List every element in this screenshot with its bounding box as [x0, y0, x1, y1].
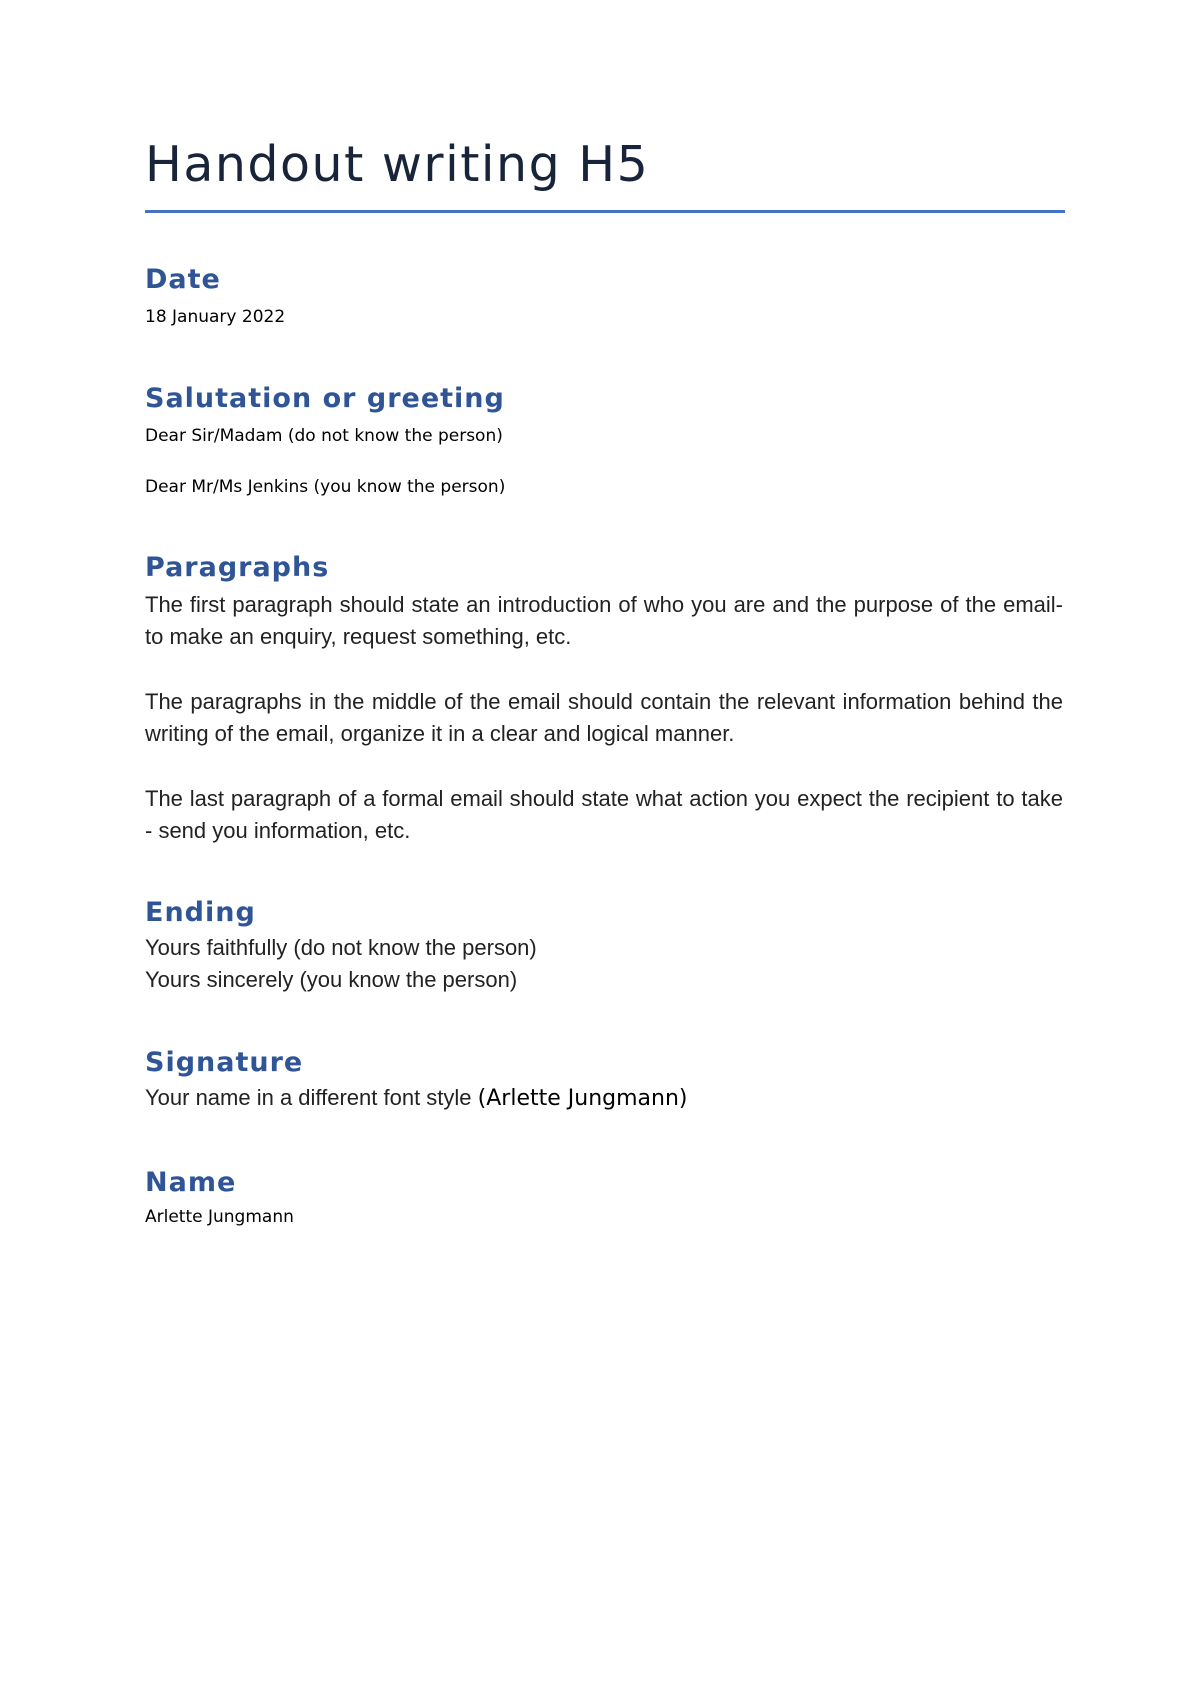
paragraph-1: The first paragraph should state an introduction of who you are and the purpose of the email- to make an enquiry, request something, etc. [145, 592, 1063, 649]
name-heading: Name [145, 1167, 237, 1198]
ending-heading: Ending [145, 897, 256, 928]
signature-text: Your name in a different font style [145, 1085, 472, 1110]
salutation-heading: Salutation or greeting [145, 383, 505, 414]
signature-heading: Signature [145, 1047, 304, 1078]
signature-line [145, 1087, 688, 1110]
paragraphs-heading: Paragraphs [145, 552, 330, 583]
document-title: Handout writing H5 [145, 136, 650, 193]
date-value: 18 January 2022 [145, 307, 286, 327]
name-value: Arlette Jungmann [145, 1207, 294, 1227]
title-underline [145, 210, 1065, 213]
date-heading: Date [145, 264, 221, 295]
signature-name: (Arlette Jungmann) [477, 1086, 688, 1111]
salutation-line-2: Dear Mr/Ms Jenkins (you know the person) [145, 477, 506, 497]
paragraph-3: The last paragraph of a formal email should state what action you expect the recipient to take - send you information, etc. [145, 786, 1063, 843]
ending-line-2: Yours sincerely (you know the person) [145, 967, 518, 992]
paragraph-2: The paragraphs in the middle of the email should contain the relevant information behind the writing of the email, organize it in a clear and logical manner. [145, 689, 1063, 746]
ending-line-1: Yours faithfully (do not know the person) [145, 935, 537, 960]
salutation-line-1: Dear Sir/Madam (do not know the person) [145, 426, 503, 446]
